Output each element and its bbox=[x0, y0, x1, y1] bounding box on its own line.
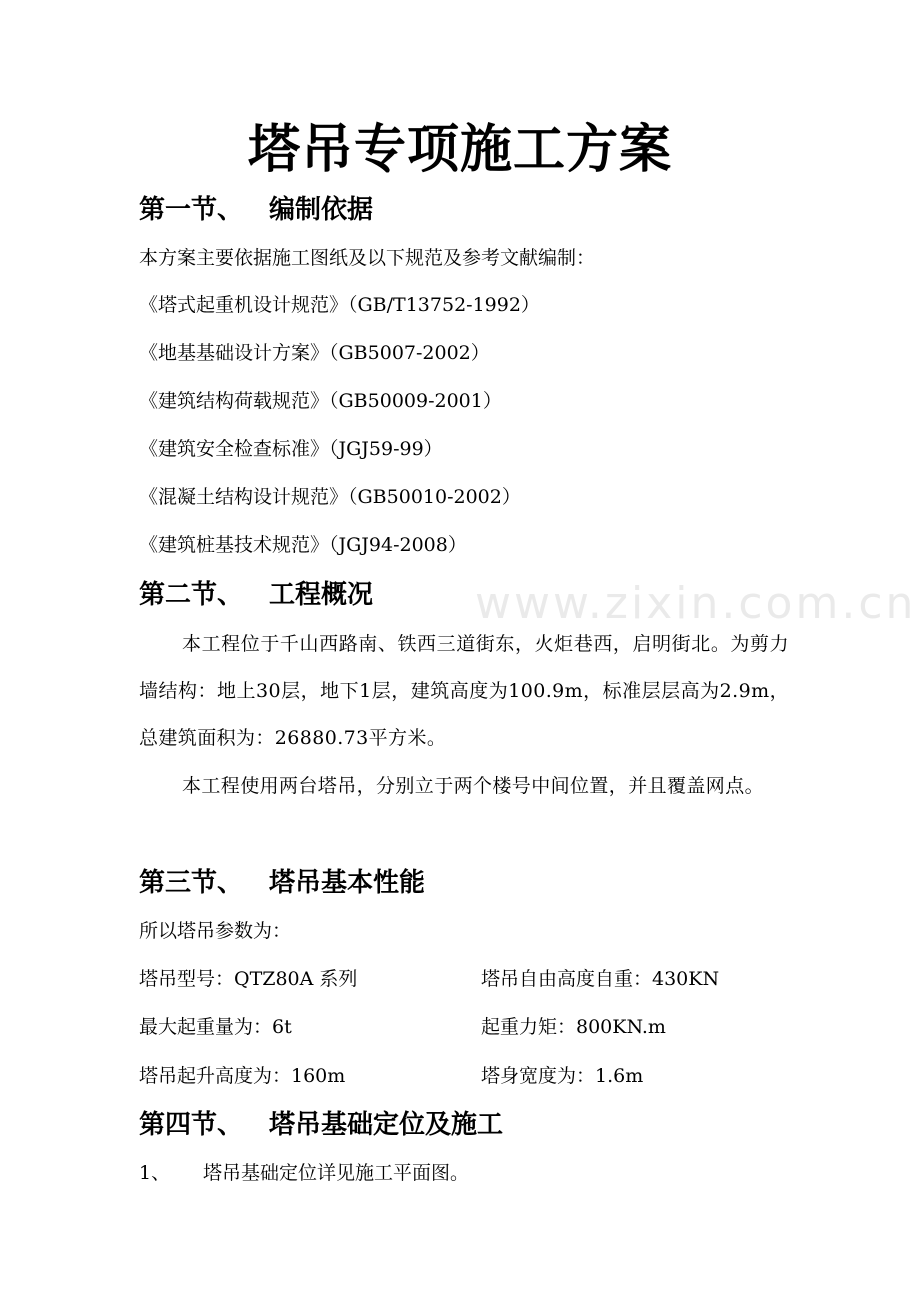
param-row bbox=[139, 1061, 839, 1091]
section-2-title: 工程概况 bbox=[269, 580, 374, 610]
section-3-number: 第三节、 bbox=[139, 868, 244, 898]
reference-item: 《建筑结构荷载规范》（GB50009-2001） bbox=[139, 390, 502, 412]
param-right: 塔吊自由高度自重：430KN bbox=[481, 968, 720, 990]
reference-item: 《建筑安全检查标准》（JGJ59-99） bbox=[139, 438, 443, 460]
section-3-heading bbox=[139, 863, 425, 903]
section-1-intro: 本方案主要依据施工图纸及以下规范及参考文献编制： bbox=[139, 247, 596, 269]
reference-item: 《地基基础设计方案》（GB5007-2002） bbox=[139, 342, 490, 364]
section-3-title: 塔吊基本性能 bbox=[269, 868, 426, 898]
section-4-title: 塔吊基础定位及施工 bbox=[269, 1110, 504, 1140]
watermark: www.zixin.com.cn bbox=[475, 578, 917, 629]
section-4-heading bbox=[139, 1105, 503, 1145]
param-left: 塔吊起升高度为：160m bbox=[139, 1065, 346, 1087]
param-row bbox=[139, 1012, 839, 1042]
section-4-number: 第四节、 bbox=[139, 1110, 244, 1140]
overview-paragraph: 本工程位于千山西路南、铁西三道街东，火炬巷西，启明街北。为剪力墙结构：地上30层，地下1层，建筑高度为100.9m，标准层层高为2.9m，总建筑面积为：26880.73平方米。 bbox=[139, 633, 789, 749]
section-3-intro: 所以塔吊参数为： bbox=[139, 920, 292, 942]
reference-item: 《塔式起重机设计规范》（GB/T13752-1992） bbox=[139, 294, 540, 316]
section-1-heading bbox=[139, 190, 373, 230]
section-2-number: 第二节、 bbox=[139, 580, 244, 610]
param-row bbox=[139, 964, 839, 994]
reference-item: 《建筑桩基技术规范》（JGJ94-2008） bbox=[139, 534, 467, 556]
section-1-title: 编制依据 bbox=[269, 195, 374, 225]
param-left: 最大起重量为：6t bbox=[139, 1016, 292, 1038]
section-1-number: 第一节、 bbox=[139, 195, 244, 225]
reference-item: 《混凝土结构设计规范》（GB50010-2002） bbox=[139, 486, 521, 508]
param-left: 塔吊型号：QTZ80A 系列 bbox=[139, 968, 358, 990]
list-item-marker: 1、 bbox=[139, 1162, 171, 1184]
list-item bbox=[139, 1158, 469, 1188]
document-title: 塔吊专项施工方案 bbox=[247, 120, 672, 180]
list-item-text: 塔吊基础定位详见施工平面图。 bbox=[203, 1162, 470, 1184]
section-2-heading bbox=[139, 575, 373, 615]
param-right: 塔身宽度为：1.6m bbox=[481, 1065, 644, 1087]
overview-paragraph: 本工程使用两台塔吊，分别立于两个楼号中间位置，并且覆盖网点。 bbox=[182, 775, 765, 797]
param-right: 起重力矩：800KN.m bbox=[481, 1016, 666, 1038]
